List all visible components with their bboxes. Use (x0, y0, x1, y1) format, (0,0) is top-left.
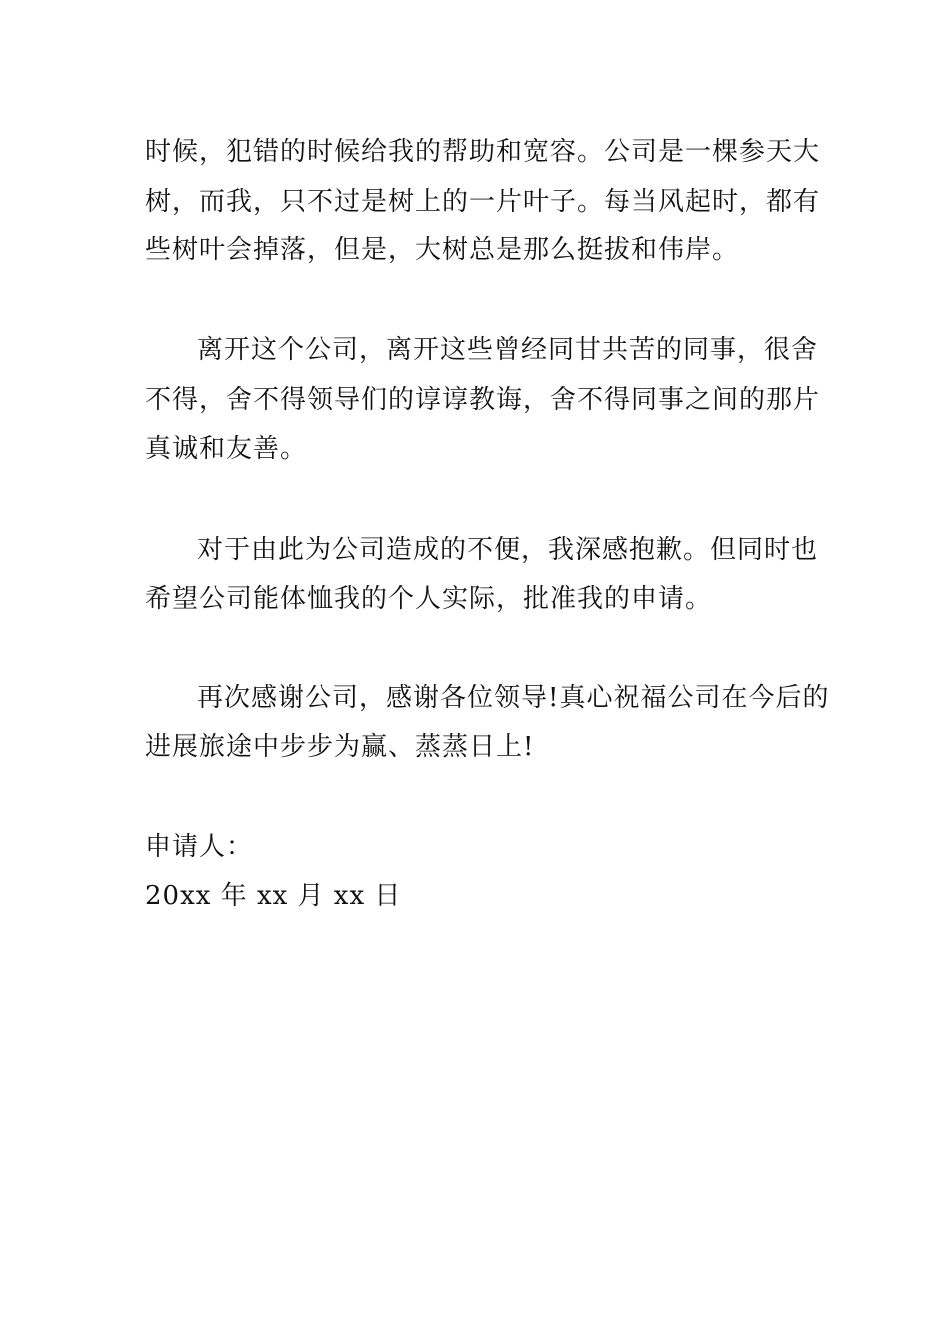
paragraph-1-line-1: 时候，犯错的时候给我的帮助和宽容。公司是一棵参天大 (145, 137, 821, 167)
paragraph-4-line-1: 再次感谢公司，感谢各位领导!真心祝福公司在今后的 (197, 683, 830, 713)
paragraph-2-line-3: 真诚和友善。 (145, 434, 308, 464)
paragraph-4-line-2: 进展旅途中步步为赢、蒸蒸日上! (145, 732, 535, 762)
paragraph-3-line-1: 对于由此为公司造成的不便，我深感抱歉。但同时也 (197, 535, 819, 565)
paragraph-1-line-3: 些树叶会掉落，但是，大树总是那么挺拔和伟岸。 (145, 235, 740, 265)
paragraph-2-line-2: 不得，舍不得领导们的谆谆教诲，舍不得同事之间的那片 (145, 385, 821, 415)
paragraph-2-line-1: 离开这个公司，离开这些曾经同甘共苦的同事，很舍 (197, 335, 819, 365)
paragraph-3-line-2: 希望公司能体恤我的个人实际，批准我的申请。 (145, 584, 713, 614)
paragraph-1-line-2: 树，而我，只不过是树上的一片叶子。每当风起时，都有 (145, 187, 821, 217)
signature-date: 20xx 年 xx 月 xx 日 (145, 881, 402, 911)
applicant-label: 申请人： (145, 832, 254, 862)
